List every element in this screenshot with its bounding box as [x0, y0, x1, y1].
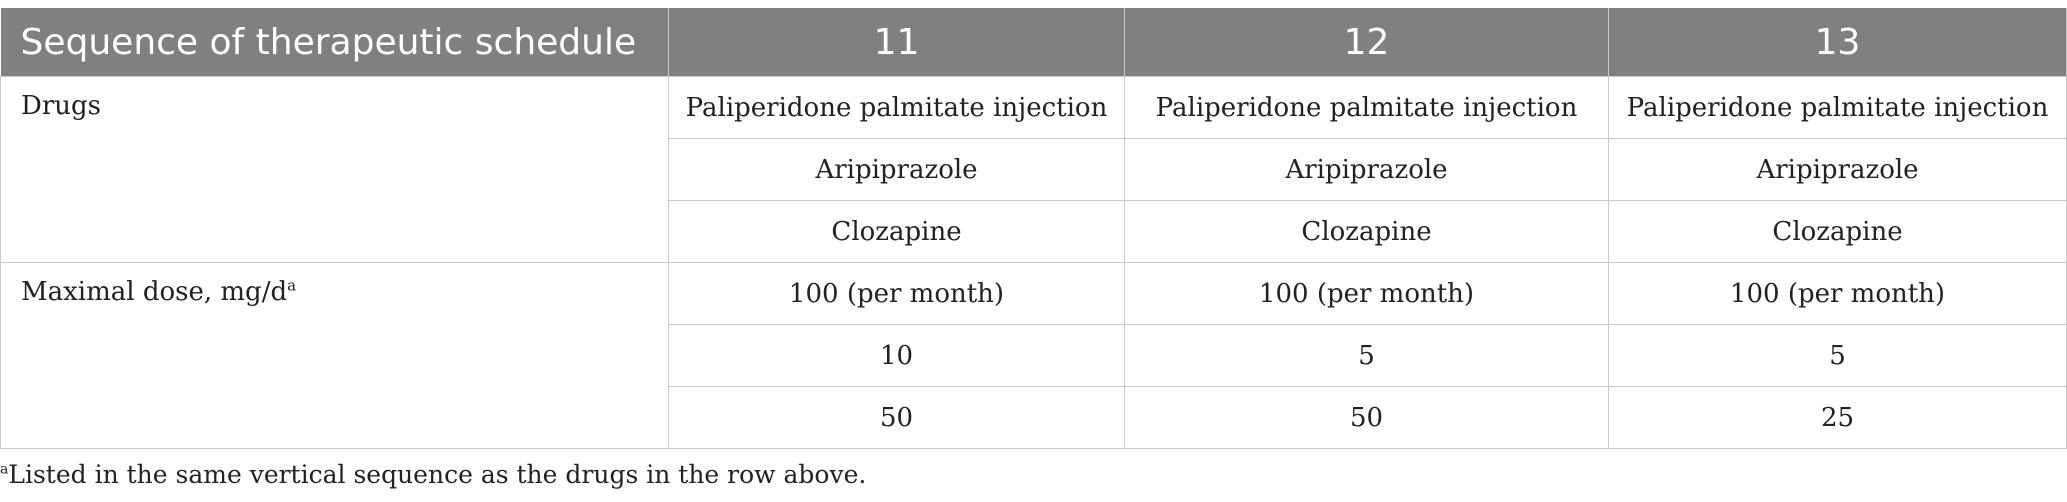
- table-header-row: [1, 8, 2067, 77]
- header-schedule-12: 12: [1125, 8, 1609, 77]
- table-footnote: [0, 460, 866, 489]
- header-schedule-13: 13: [1609, 8, 2067, 77]
- header-schedule-11: 11: [669, 8, 1125, 77]
- header-sequence-label: Sequence of therapeutic schedule: [1, 8, 669, 77]
- table-cell: Clozapine: [1125, 201, 1609, 263]
- table-cell: Aripiprazole: [1125, 139, 1609, 201]
- table-cell: Paliperidone palmitate injection: [1125, 77, 1609, 139]
- table-cell: 25: [1609, 387, 2067, 449]
- table-row: [1, 263, 2067, 325]
- footnote-marker: a: [0, 461, 9, 478]
- table-cell: Clozapine: [669, 201, 1125, 263]
- therapeutic-schedule-table-container: [0, 8, 2067, 449]
- table-cell: 10: [669, 325, 1125, 387]
- table-cell: Paliperidone palmitate injection: [669, 77, 1125, 139]
- table-cell: Aripiprazole: [669, 139, 1125, 201]
- table-cell: 100 (per month): [1609, 263, 2067, 325]
- table-cell: 5: [1125, 325, 1609, 387]
- table-cell: Paliperidone palmitate injection: [1609, 77, 2067, 139]
- table-row: [1, 77, 2067, 139]
- footnote-marker: a: [287, 276, 297, 295]
- table-cell: 50: [1125, 387, 1609, 449]
- table-cell: 50: [669, 387, 1125, 449]
- table-cell: Aripiprazole: [1609, 139, 2067, 201]
- table-cell: 100 (per month): [669, 263, 1125, 325]
- table-cell: 5: [1609, 325, 2067, 387]
- footnote-text: Listed in the same vertical sequence as the drugs in the row above.: [8, 460, 867, 489]
- row-label-maximal-dose: [1, 263, 669, 449]
- therapeutic-schedule-table: [0, 8, 2067, 449]
- table-cell: 100 (per month): [1125, 263, 1609, 325]
- table-cell: Clozapine: [1609, 201, 2067, 263]
- maximal-dose-label-text: Maximal dose, mg/d: [21, 277, 288, 307]
- row-label-drugs: Drugs: [1, 77, 669, 263]
